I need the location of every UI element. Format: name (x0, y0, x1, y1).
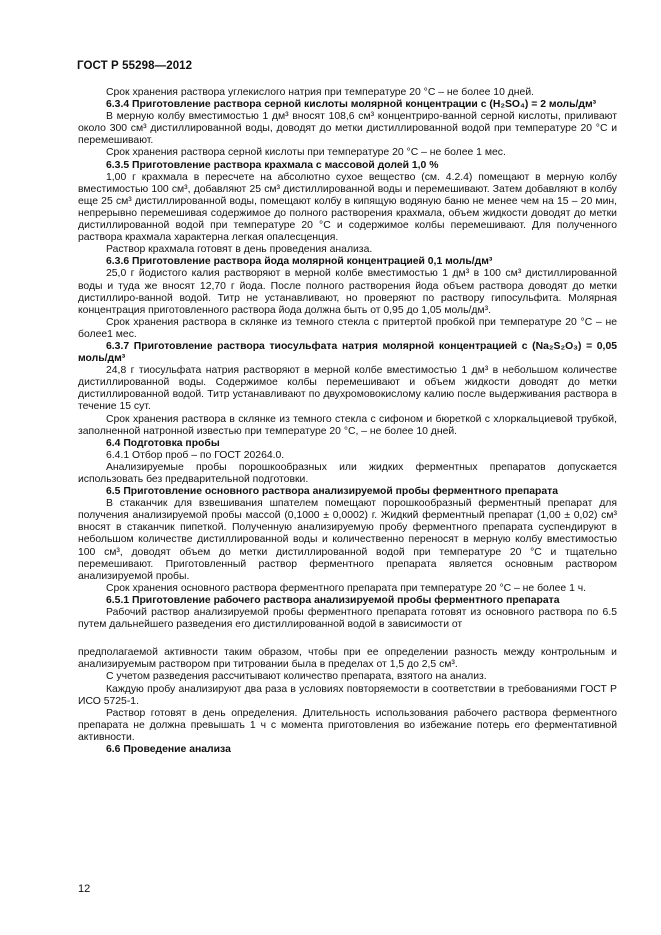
document-body (78, 87, 617, 756)
paragraph: Срок хранения раствора углекислого натрия при температуре 20 °С – не более 10 дней. (106, 87, 535, 98)
paragraph: 25,0 г йодистого калия растворяют в мерной колбе вместимостью 1 дм³ в 100 см³ дистиллированной воды и туда же вносят 12,70 г йода. После полного растворения йода объем раствора доводят до метки дистиллиро-ванной водой. Титр не устанавливают, но проверяют по раствору гипосульфита. Молярная концентрация приготовленного раствора йода должна быть от 0,95 до 1,05 моль/дм³. (78, 268, 617, 316)
section-heading: 6.6 Проведение анализа (106, 743, 231, 755)
section-heading: 6.5.1 Приготовление рабочего раствора анализируемой пробы ферментного препарата (106, 594, 560, 606)
document-header: ГОСТ Р 55298—2012 (77, 60, 193, 72)
section-heading: 6.3.5 Приготовление раствора крахмала с массовой долей 1,0 % (106, 159, 439, 171)
paragraph: Анализируемые пробы порошкообразных или жидких ферментных препаратов допускается использовать без предварительной подготовки. (78, 461, 617, 485)
paragraph: 24,8 г тиосульфата натрия растворяют в мерной колбе вместимостью 1 дм³ в небольшом количестве дистиллированной воды. Содержимое колбы перемешивают и объем жидкости доводят до метки дистиллированной водой. Титр устанавливают по двухромовокислому калию после выдерживания раствора в течение 15 сут. (78, 365, 617, 413)
section-heading: 6.3.7 Приготовление раствора тиосульфата натрия молярной концентрацией с (Na₂S₂O₃) = 0,05 моль/дм³ (78, 340, 617, 365)
section-heading: 6.3.6 Приготовление раствора йода молярной концентрацией 0,1 моль/дм³ (106, 256, 493, 268)
paragraph: В стаканчик для взвешивания шпателем помещают порошкообразный ферментный препарат для получения анализируемой пробы массой (0,1000 ± 0,0002) г. Жидкий ферментный препарат (1,00 ± 0,02) см³ вносят в стаканчик пипеткой. Полученную анализируемую пробу ферментного препарата суспендируют в небольшом количестве дистиллированной воды и количественно переносят в мерную колбу вместимостью 100 см³, доводят объем до метки дистиллированной водой при температуре 20 °С и тщательно перемешивают. Приготовленный раствор ферментного препарата является основным раствором анализируемой пробы. (78, 498, 617, 582)
section-heading: 6.5 Приготовление основного раствора анализируемой пробы ферментного препарата (106, 486, 559, 498)
paragraph: 1,00 г крахмала в пересчете на абсолютно сухое вещество (см. 4.2.4) помещают в мерную колбу вместимостью 100 см³, добавляют 25 см³ дистиллированной воды и перемешивают. Затем добавляют в колбу еще 25 см³ дистиллированной воды, помещают колбу в кипящую водяную баню не менее чем на 15 – 20 мин, непрерывно перемешивая содержимое до полного растворения крахмала, объем жидкости доводят до метки дистиллированной водой при температуре 20 °С и содержимое колбы перемешивают. Для полученного раствора крахмала характерна легкая опалесценция. (78, 171, 617, 244)
paragraph: 6.4.1 Отбор проб – по ГОСТ 20264.0. (106, 449, 285, 461)
paragraph: Раствор готовят в день определения. Длительность использования рабочего раствора ферментного препарата не должна превышать 1 ч с момента приготовления во избежание потерь его ферментативной активности. (78, 707, 617, 743)
paragraph: Срок хранения основного раствора ферментного препарата при температуре 20 °С – не более 1 ч. (106, 582, 587, 594)
paragraph: В мерную колбу вместимостью 1 дм³ вносят 108,6 см³ концентриро-ванной серной кислоты, приливают около 300 см³ дистиллированной воды, доводят до метки дистиллированной водой при температуре 20 °С и перемешивают. (78, 111, 617, 147)
paragraph: Срок хранения раствора в склянке из темного стекла с притертой пробкой при температуре 20 °С – не более1 мес. (78, 316, 617, 340)
paragraph: С учетом разведения рассчитывают количество препарата, взятого на анализ. (106, 671, 487, 683)
paragraph: предполагаемой активности таким образом, чтобы при ее определении разность между контрольным и анализируемым раствором при титровании была в пределах от 1,5 до 2,5 см³. (78, 647, 617, 671)
paragraph: Раствор крахмала готовят в день проведения анализа. (106, 244, 373, 256)
paragraph: Рабочий раствор анализируемой пробы ферментного препарата готовят из основного раствора по 6.5 путем дальнейшего разведения его дистиллированной водой в зависимости от (78, 607, 617, 631)
paragraph: Срок хранения раствора в склянке из темного стекла с сифоном и бюреткой с хлоркальциевой трубкой, заполненной натронной известью при температуре 20 °С, – не более 10 дней. (78, 413, 617, 437)
paragraph: Каждую пробу анализируют два раза в условиях повторяемости в соответствии в требованиями ГОСТ Р ИСО 5725-1. (78, 683, 617, 707)
paragraph: Срок хранения раствора серной кислоты при температуре 20 °С – не более 1 мес. (106, 147, 506, 159)
page-number: 12 (78, 883, 91, 895)
section-heading: 6.3.4 Приготовление раствора серной кислоты молярной концентрации с (H₂SO₄) = 2 моль/дм³ (106, 99, 597, 111)
section-heading: 6.4 Подготовка пробы (106, 437, 220, 449)
